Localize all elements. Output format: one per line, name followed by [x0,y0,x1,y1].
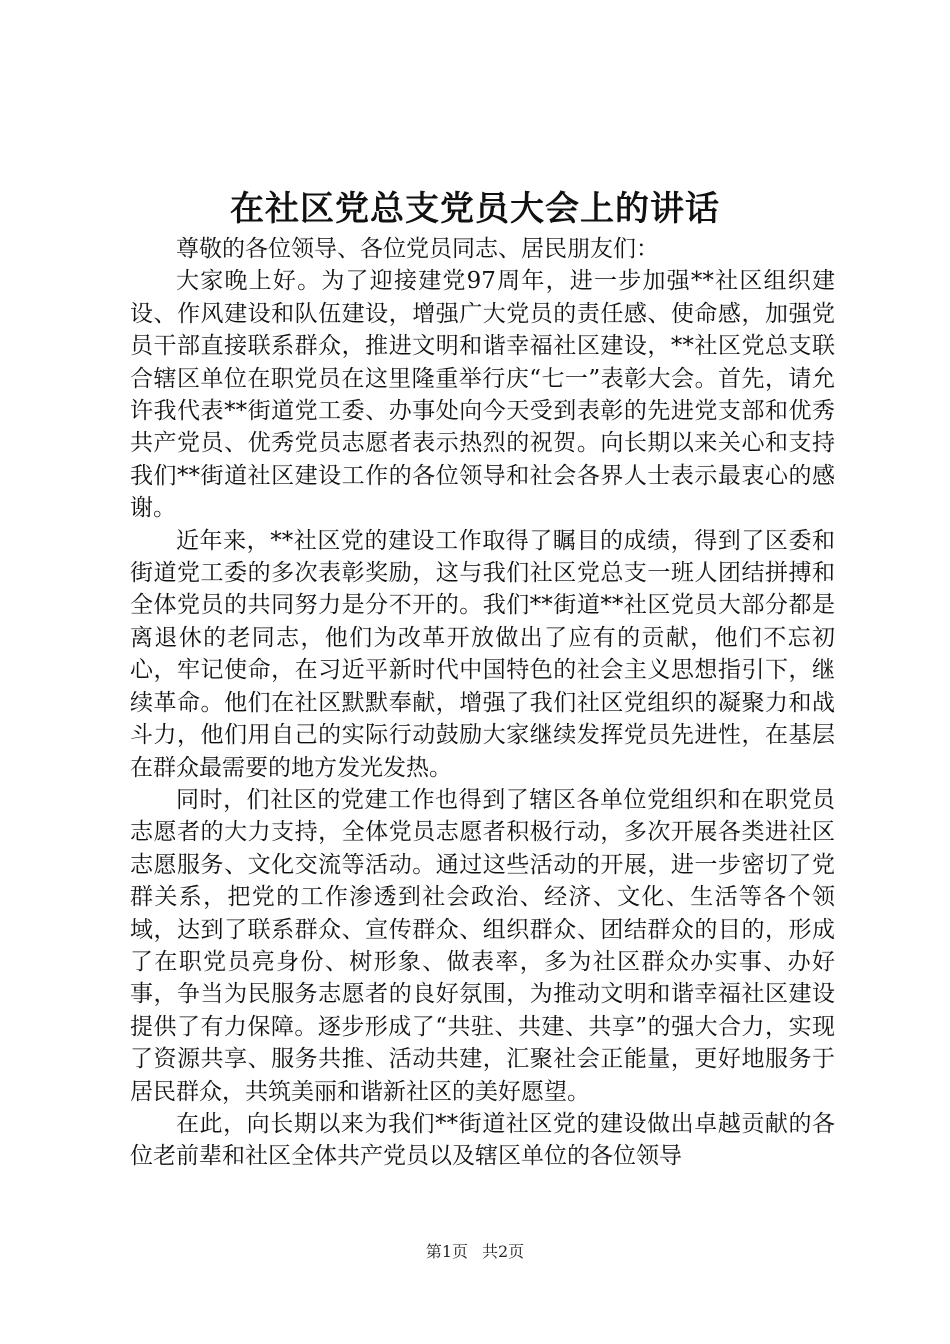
body-paragraph: 近年来，**社区党的建设工作取得了瞩目的成绩，得到了区委和街道党工委的多次表彰奖励，这与我们社区党总支一班人团结拼搏和全体党员的共同努力是分不开的。我们**街道**社区党员大部分都是离退休的老同志，他们为改革开放做出了应有的贡献，他们不忘初心，牢记使命，在习近平新时代中国特色的社会主义思想指引下，继续革命。他们在社区默默奉献，增强了我们社区党组织的凝聚力和战斗力，他们用自己的实际行动鼓励大家继续发挥党员先进性，在基层在群众最需要的地方发光发热。 [130,527,835,781]
body-paragraph: 在此，向长期以来为我们**街道社区党的建设做出卓越贡献的各位老前辈和社区全体共产党员以及辖区单位的各位领导 [130,1110,835,1170]
page-total: 共2页 [482,1242,525,1261]
page-number: 第1页 [425,1242,468,1261]
document-title: 在社区党总支党员大会上的讲话 [230,189,720,229]
document-body [130,233,835,1173]
body-paragraph: 同时，们社区的党建工作也得到了辖区各单位党组织和在职党员志愿者的大力支持，全体党员志愿者积极行动，多次开展各类进社区志愿服务、文化交流等活动。通过这些活动的开展，进一步密切了党群关系，把党的工作渗透到社会政治、经济、文化、生活等各个领域，达到了联系群众、宣传群众、组织群众、团结群众的目的，形成了在职党员亮身份、树形象、做表率，多为社区群众办实事、办好事，争当为民服务志愿者的良好氛围，为推动文明和谐幸福社区建设提供了有力保障。逐步形成了“共驻、共建、共享”的强大合力，实现了资源共享、服务共推、活动共建，汇聚社会正能量，更好地服务于居民群众，共筑美丽和谐新社区的美好愿望。 [130,786,835,1105]
page-footer [0,1240,950,1264]
salutation-paragraph: 尊敬的各位领导、各位党员同志、居民朋友们： [176,236,659,262]
body-paragraph: 大家晚上好。为了迎接建党97周年，进一步加强**社区组织建设、作风建设和队伍建设，增强广大党员的责任感、使命感，加强党员干部直接联系群众，推进文明和谐幸福社区建设，**社区党总支联合辖区单位在职党员在这里隆重举行庆“七一”表彰大会。首先，请允许我代表**街道党工委、办事处向今天受到表彰的先进党支部和优秀共产党员、优秀党员志愿者表示热烈的祝贺。向长期以来关心和支持我们**街道社区建设工作的各位领导和社会各界人士表示最衷心的感谢。 [130,268,835,522]
